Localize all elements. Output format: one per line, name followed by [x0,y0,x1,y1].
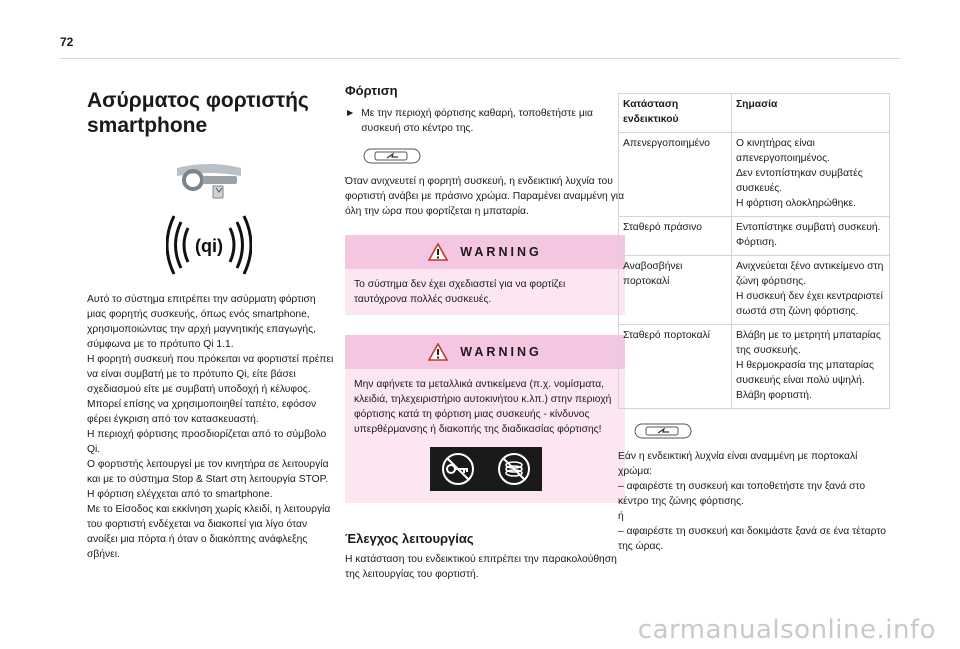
operation-check-heading: Έλεγχος λειτουργίας [345,531,474,546]
operation-check-text: Η κατάσταση του ενδεικτικού επιτρέπει την παρακολούθηση της λειτουργίας του φορτιστή. [345,554,617,580]
meaning-line: Ο κινητήρας είναι απενεργοποιημένος. [736,138,830,164]
warning-body [345,369,625,503]
paragraph: Μπορεί επίσης να χρησιμοποιηθεί ταπέτο, εφόσον φέρει έγκριση από τον κατασκευαστή. [87,399,317,425]
warning-header [345,335,625,369]
meaning-line: Δεν εντοπίστηκαν συμβατές συσκευές. [736,168,863,194]
page-number: 72 [60,35,74,49]
table-cell-meaning [732,325,890,409]
intro-text [87,292,337,562]
paragraph: Με το Είσοδος και εκκίνηση χωρίς κλειδί, η λειτουργία του φορτιστή ενδέχεται να διακοπεί για λίγο όταν ανοίξει μια πόρτα ή όταν ο διακόπτης ανάφλεξης σβήνει. [87,504,331,560]
paragraph: Η φόρτιση ελέγχεται από το smartphone. [87,489,273,500]
charging-bullet [345,106,625,136]
meaning-line: Ανιχνεύεται ξένο αντικείμενο στη ζώνη φόρτισης. [736,261,884,287]
no-keys-icon [440,451,476,487]
paragraph: Η φορητή συσκευή που πρόκειται να φορτιστεί πρέπει να είναι συμβατή με το πρότυπο Qi, είτε βάσει σχεδιασμού είτε με συμβατή υποδοχή ή κέλυφος. [87,354,334,395]
bullet-text: Με την περιοχή φόρτισης καθαρή, τοποθετήστε μια συσκευή στο κέντρο της. [361,108,593,134]
warning-triangle-icon [428,243,448,261]
meaning-line: Φόρτιση. [736,237,777,248]
meaning-line: Η φόρτιση ολοκληρώθηκε. [736,198,856,209]
table-cell-state: Σταθερό πράσινο [619,217,732,256]
top-divider [60,58,900,59]
table-row [619,325,890,409]
detection-text: Όταν ανιχνευτεί η φορητή συσκευή, η ενδεικτική λυχνία του φορτιστή ανάβει με πράσινο χρώμα. Παραμένει αναμμένη για όλη την ώρα που φορτίζεται η μπαταρία. [345,176,625,217]
note-line: – αφαιρέστε τη συσκευή και τοποθετήστε την ξανά στο κέντρο της ζώνης φόρτισης. [618,481,866,507]
paragraph: Η περιοχή φόρτισης προσδιορίζεται από το σύμβολο Qi. [87,429,327,455]
warning-title: WARNING [460,345,542,359]
indicator-status-table [618,93,890,409]
column-3 [618,93,890,554]
table-header-row [619,94,890,133]
note-line: – αφαιρέστε τη συσκευή και δοκιμάστε ξανά σε ένα τέταρτο της ώρας. [618,526,887,552]
warning-box-2 [345,335,625,503]
bullet-marker: ► [345,108,356,119]
qi-wireless-icon [166,214,252,276]
column-2 [345,83,625,582]
table-row [619,133,890,217]
table-cell-state: Σταθερό πορτοκαλί [619,325,732,409]
no-metal-objects-icons [430,447,542,491]
warning-box-1 [345,235,625,315]
table-cell-state: Απενεργοποιημένο [619,133,732,217]
paragraph: Αυτό το σύστημα επιτρέπει την ασύρματη φόρτιση μιας φορητής συσκευής, όπως ενός smartphone, χρησιμοποιώντας την αρχή μαγνητικής επαγωγής, σύμφωνα με το πρότυπο Qi 1.1. [87,294,316,350]
title-line-1: Ασύρματος φορτιστής [87,89,309,112]
charging-heading: Φόρτιση [345,83,398,98]
meaning-line: Βλάβη φορτιστή. [736,390,812,401]
warning-triangle-icon [428,343,448,361]
no-coins-icon [496,451,532,487]
warning-title: WARNING [460,245,542,259]
svg-text:(qi): (qi) [195,236,223,256]
table-cell-meaning [732,133,890,217]
column-1 [87,88,337,562]
charging-indicator-icon [634,423,692,439]
meaning-line: Η θερμοκρασία της μπαταρίας συσκευής είναι πολύ υψηλή. [736,360,874,386]
table-cell-state: Αναβοσβήνει πορτοκαλί [619,256,732,325]
warning-header [345,235,625,269]
table-row [619,217,890,256]
meaning-line: Βλάβη με το μετρητή μπαταρίας της συσκευής. [736,330,881,356]
page-title [87,88,337,138]
orange-indicator-note [618,449,890,554]
table-row [619,256,890,325]
table-header: Κατάσταση ενδεικτικού [619,94,732,133]
note-line: Εάν η ενδεικτική λυχνία είναι αναμμένη με πορτοκαλί χρώμα: [618,451,858,477]
table-cell-meaning [732,217,890,256]
paragraph: Ο φορτιστής λειτουργεί με τον κινητήρα σε λειτουργία και με το σύστημα Stop & Start στη λειτουργία STOP. [87,459,329,485]
charging-indicator-icon [363,148,421,164]
car-interior-icon [169,160,249,202]
note-line: ή [618,511,624,522]
meaning-line: Εντοπίστηκε συμβατή συσκευή. [736,222,881,233]
table-header: Σημασία [732,94,890,133]
watermark: carmanualsonline.info [637,615,936,645]
table-cell-meaning [732,256,890,325]
title-line-2: smartphone [87,114,208,137]
meaning-line: Η συσκευή δεν έχει κεντραριστεί σωστά στη ζώνη φόρτισης. [736,291,883,317]
warning-text: Μην αφήνετε τα μεταλλικά αντικείμενα (π.χ. νομίσματα, κλειδιά, τηλεχειριστήριο αυτοκινήτου κ.λπ.) στην περιοχή φόρτισης κατά τη φόρτιση μιας συσκευής - κίνδυνος υπερθέρμανσης ή διακοπής της διαδικασίας φόρτισης! [354,379,612,435]
warning-text: Το σύστημα δεν έχει σχεδιαστεί για να φορτίζει ταυτόχρονα πολλές συσκευές. [345,269,625,315]
